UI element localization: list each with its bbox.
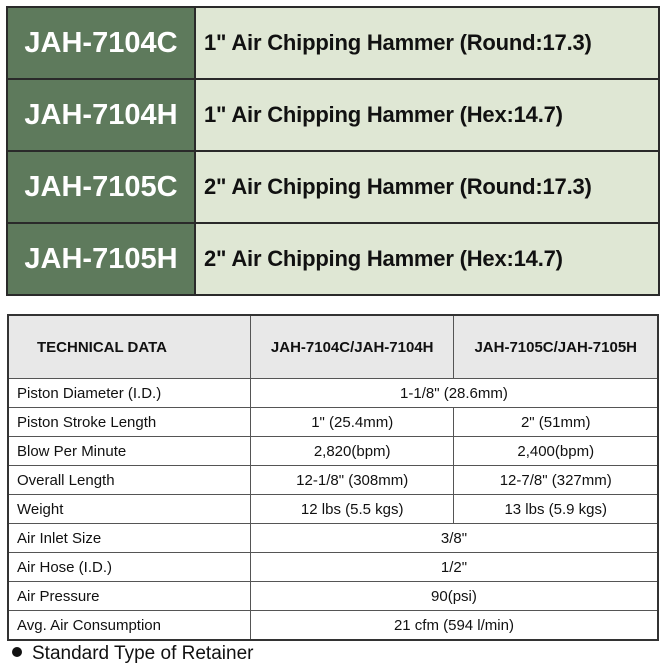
table-row — [8, 524, 658, 553]
spec-label: Avg. Air Consumption — [8, 611, 250, 641]
table-row — [8, 379, 658, 408]
spec-label: Air Hose (I.D.) — [8, 553, 250, 582]
spec-value-7104: 2,820(bpm) — [250, 437, 454, 466]
table-row — [8, 611, 658, 641]
spec-value-7104: 1" (25.4mm) — [250, 408, 454, 437]
technical-data-heading: TECHNICAL DATA — [8, 315, 250, 379]
spec-value-7105: 13 lbs (5.9 kgs) — [454, 495, 658, 524]
spec-label: Piston Stroke Length — [8, 408, 250, 437]
model-code: JAH-7104C — [7, 7, 195, 79]
spec-value-shared: 21 cfm (594 l/min) — [250, 611, 658, 641]
spec-label: Blow Per Minute — [8, 437, 250, 466]
table-row — [8, 495, 658, 524]
spec-label: Air Pressure — [8, 582, 250, 611]
retainer-note — [12, 643, 253, 665]
model-row — [7, 7, 659, 79]
model-description: 1" Air Chipping Hammer (Hex:14.7) — [195, 79, 659, 151]
model-description: 2" Air Chipping Hammer (Round:17.3) — [195, 151, 659, 223]
retainer-note-text: Standard Type of Retainer — [32, 643, 254, 664]
table-row — [8, 408, 658, 437]
spec-value-shared: 1-1/8" (28.6mm) — [250, 379, 658, 408]
spec-label: Air Inlet Size — [8, 524, 250, 553]
spec-value-7104: 12-1/8" (308mm) — [250, 466, 454, 495]
spec-value-shared: 90(psi) — [250, 582, 658, 611]
model-description: 2" Air Chipping Hammer (Hex:14.7) — [195, 223, 659, 295]
technical-header-row — [8, 315, 658, 379]
spec-value-7104: 12 lbs (5.5 kgs) — [250, 495, 454, 524]
spec-value-7105: 2" (51mm) — [454, 408, 658, 437]
spec-label: Piston Diameter (I.D.) — [8, 379, 250, 408]
spec-value-7105: 12-7/8" (327mm) — [454, 466, 658, 495]
model-row — [7, 223, 659, 295]
model-row — [7, 151, 659, 223]
column-heading-7105: JAH-7105C/JAH-7105H — [454, 315, 658, 379]
spec-value-shared: 3/8" — [250, 524, 658, 553]
model-code: JAH-7105C — [7, 151, 195, 223]
model-table — [6, 6, 660, 296]
table-row — [8, 582, 658, 611]
table-row — [8, 553, 658, 582]
table-row — [8, 466, 658, 495]
spec-value-7105: 2,400(bpm) — [454, 437, 658, 466]
model-code: JAH-7104H — [7, 79, 195, 151]
column-heading-7104: JAH-7104C/JAH-7104H — [250, 315, 454, 379]
spec-value-shared: 1/2" — [250, 553, 658, 582]
model-code: JAH-7105H — [7, 223, 195, 295]
spec-label: Weight — [8, 495, 250, 524]
model-row — [7, 79, 659, 151]
spec-label: Overall Length — [8, 466, 250, 495]
bullet-icon — [12, 647, 22, 657]
table-row — [8, 437, 658, 466]
model-description: 1" Air Chipping Hammer (Round:17.3) — [195, 7, 659, 79]
technical-data-table — [7, 314, 659, 641]
